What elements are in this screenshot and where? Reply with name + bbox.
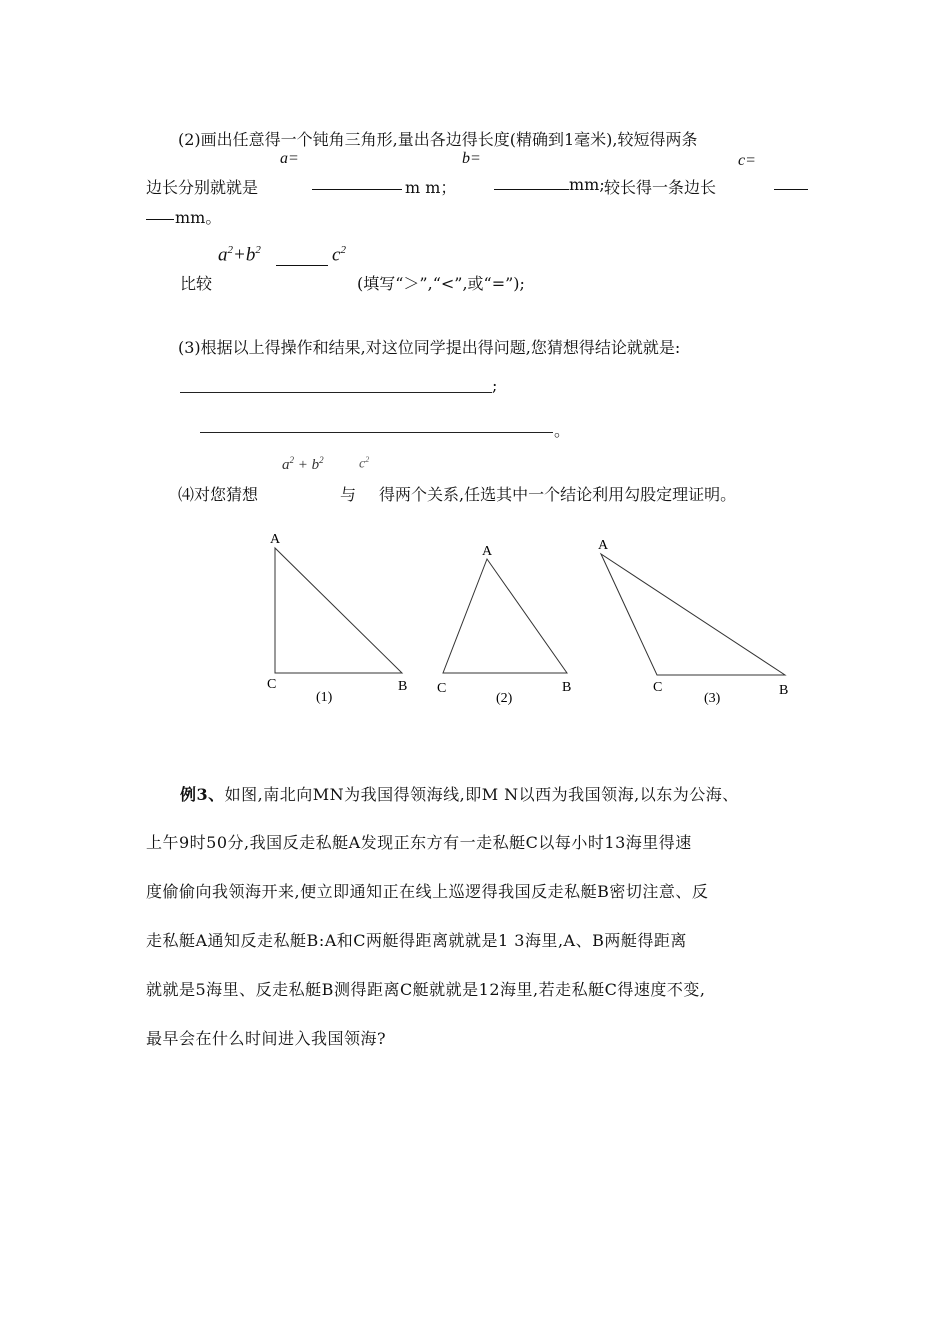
q2-line2-start: 边长分别就就是	[146, 178, 259, 197]
fig1-label-c: C	[267, 677, 277, 692]
fig2-caption: (2)	[496, 691, 513, 706]
fill-hint: (填写“＞”,“<”,或“=”);	[357, 274, 525, 293]
q2-line3-unit: mm。	[175, 208, 222, 227]
example3-line-3: 度偷偷向我领海开来,便立即通知正在线上巡逻得我国反走私艇B密切注意、反	[146, 882, 709, 901]
example3-text-1: 如图,南北向MN为我国得领海线,即M N以西为我国领海,以东为公海、	[224, 785, 739, 804]
fig2-label-b: B	[562, 680, 572, 695]
label-c: c=	[738, 152, 756, 169]
q4-a: a	[282, 457, 290, 473]
q3-end2: 。	[554, 421, 571, 440]
fig1-caption: (1)	[316, 690, 333, 705]
compare-sup-a: 2	[227, 244, 233, 256]
fig2-label-a: A	[482, 544, 493, 559]
fig3-label-c: C	[653, 680, 663, 695]
example3-label: 例3、	[180, 785, 225, 804]
example3-line-5: 就就是5海里、反走私艇B测得距离C艇就就是12海里,若走私艇C得速度不变,	[146, 980, 706, 999]
label-a: a=	[280, 150, 299, 167]
q4-sup2: 2	[319, 455, 324, 465]
q2-line1: (2)画出任意得一个钝角三角形,量出各边得长度(精确到1毫米),较短得两条	[178, 130, 698, 149]
triangle-1	[275, 548, 402, 673]
fig1-label-a: A	[270, 532, 281, 547]
triangle-3	[601, 554, 785, 675]
fig3-caption: (3)	[704, 691, 721, 706]
fig3-label-a: A	[598, 538, 609, 553]
compare-plus-b: +b	[233, 244, 256, 266]
q3-line1: (3)根据以上得操作和结果,对这位同学提出得问题,您猜想得结论就就是:	[178, 338, 681, 357]
figure-3	[598, 538, 788, 706]
q4-sup3: 2	[365, 455, 370, 464]
q4-line-start: ⑷对您猜想	[178, 485, 259, 504]
compare-c-letter: c	[332, 244, 341, 266]
compare-sup-c: 2	[340, 244, 346, 256]
unit-a: m m；	[405, 178, 457, 197]
q3-end1: ;	[492, 376, 498, 395]
compare-sup-b: 2	[255, 244, 261, 256]
figure-2	[437, 544, 571, 706]
compare-a: a	[218, 244, 228, 266]
fig1-label-b: B	[398, 679, 408, 694]
q4-c: c	[359, 456, 366, 472]
fig3-label-b: B	[779, 683, 789, 698]
unit-b: mm;	[569, 175, 605, 194]
q4-line-end: 得两个关系,任选其中一个结论利用勾股定理证明。	[379, 485, 737, 504]
label-b: b=	[462, 150, 481, 167]
q4-plus-b: + b	[294, 457, 320, 473]
example3-line-1	[180, 782, 739, 805]
triangle-2	[443, 559, 567, 673]
figure-1	[267, 532, 407, 705]
example3-line-6: 最早会在什么时间进入我国领海?	[146, 1029, 387, 1048]
example3-line-2: 上午9时50分,我国反走私艇A发现正东方有一走私艇C以每小时13海里得速	[146, 833, 692, 852]
q4-line-mid: 与	[340, 485, 357, 504]
example3-line-4: 走私艇A通知反走私艇B:A和C两艇得距离就就是1 3海里,A、B两艇得距离	[146, 931, 687, 950]
q4-sup1: 2	[289, 455, 294, 465]
compare-label: 比较	[180, 274, 213, 293]
q2-line2-mid: 较长得一条边长	[604, 178, 717, 197]
fig2-label-c: C	[437, 681, 447, 696]
